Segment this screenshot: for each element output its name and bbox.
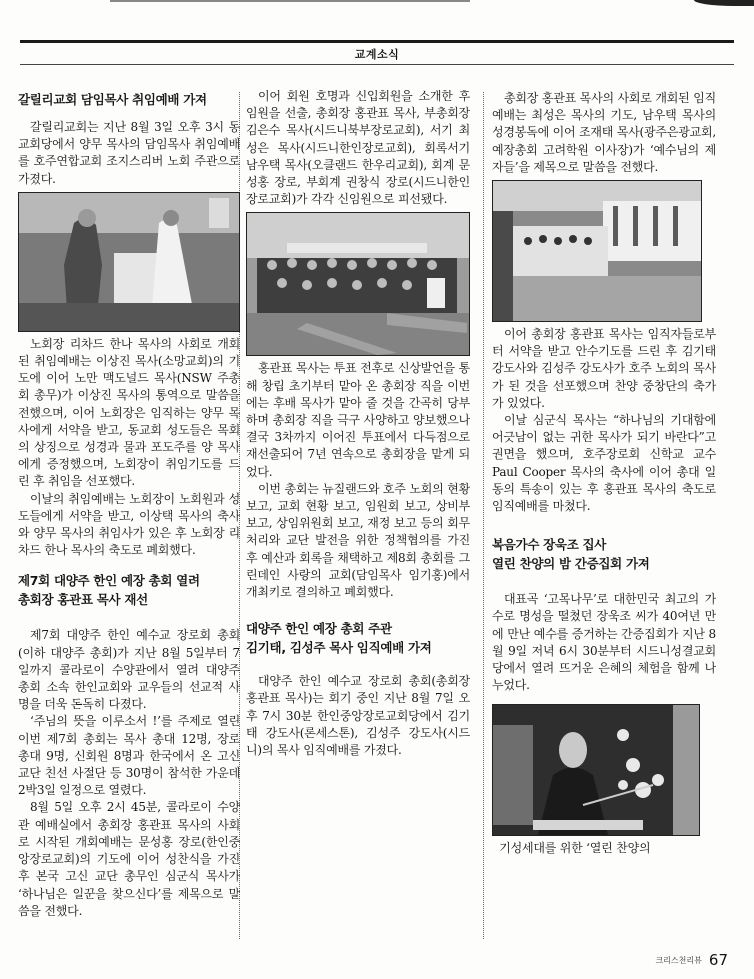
article-paragraph: 8월 5일 오후 2시 45분, 콜라로이 수양관 예배실에서 총회장 홍관표 목사의 사회로 시작된 개회예배는 문성홍 장로(한인중앙장로교회)의 기도에 이어 성찬식을 가진 후 본국 고신 교단 총무인 심군식 목사가 ‘하나님은 일꾼을 찾으신다’를 제목으로 말씀을 전했다. (18, 800, 240, 918)
article-paragraph: 홍관표 목사는 투표 전후로 신상발언을 통해 창립 초기부터 맡아 온 총회장 직을 이번에는 후배 목사가 맡아 줄 것을 간곡히 당부하며 총회장 직을 극구 사양하고 양보했으나 결국 3차까지 이어진 투표에서 다득점으로 재선출되어 7년 연속으로 총회장을 맡게 되었다. (246, 361, 470, 479)
article-paragraph: 제7회 대양주 한인 예수교 장로회 총회(이하 대양주 총회)가 지난 8월 5일부터 7일까지 콜라로이 수양관에서 열려 대양주 총회 소속 한인교회와 교우들의 선교적 사명을 더욱 돈독히 다졌다. (18, 628, 240, 712)
header-rule-top (20, 40, 734, 43)
column-1 (18, 90, 240, 949)
article-paragraph: 총회장 홍관표 목사의 사회로 개회된 임직예배는 최성은 목사의 기도, 남우택 목사의 성경봉독에 이어 조재태 목사(광주은광교회, 예장총회 고려학원 이사장)가 ‘예수님의 제자들’을 제목으로 말씀을 전했다. (492, 91, 716, 174)
article-paragraph: 갈릴리교회는 지난 8월 3일 오후 3시 동교회당에서 양무 목사의 담임목사 취임예배를 호주연합교회 조지스리버 노회 주관으로 가졌다. (18, 120, 240, 186)
article-paragraph: 기성세대를 위한 ‘열린 찬양의 (499, 841, 651, 856)
article-paragraph: 이날 심군식 목사는 “하나님의 기대함에 어긋남이 없는 귀한 목사가 되기 바란다”고 권면을 했으며, 호주장로회 신학교 교수 Paul Cooper 목사의 축사에 이어 총대 일동의 특송이 있는 후 홍관표 목사의 축도로 임직예배를 마쳤다. (492, 413, 716, 514)
scan-artifact (110, 0, 470, 2)
headline-line: 대양주 한인 예장 총회 주관 (246, 621, 392, 637)
general-assembly-group-photo (246, 212, 470, 356)
headline-line: 열린 찬양의 밤 간증집회 가져 (492, 556, 650, 572)
article-headline (246, 619, 470, 657)
scan-artifact (694, 0, 754, 6)
article-paragraph: 대표곡 ‘고목나무’로 대한민국 최고의 가수로 명성을 떨쳤던 장욱조 씨가 40여년 만에 만난 예수를 증거하는 간증집회가 지난 8월 9일 저녁 6시 30분부터 시드니성결교회당에서 열려 뜨거운 은혜의 체험을 함께 나누었다. (492, 592, 716, 693)
section-label: 교계소식 (354, 48, 400, 61)
header-rule-bottom (20, 64, 734, 65)
magazine-name: 크리스천리뷰 (655, 955, 702, 965)
page-footer (655, 950, 728, 970)
column-2 (246, 90, 470, 949)
headline-line: 복음가수 장욱조 집사 (492, 537, 607, 553)
article-paragraph: 대양주 한인 예수교 장로회 총회(총회장 홍관표 목사)는 회기 중인 지난 8월 7일 오후 7시 30분 한인중앙장로교회당에서 김기태 강도사(론세스톤), 김성주 강도사(시드니)의 목사 임직예배를 가졌다. (246, 674, 470, 758)
article-paragraph: ‘주님의 뜻을 이루소서 !’를 주제로 열린 이번 제7회 총회는 목사 총대 12명, 장로 총대 9명, 신회원 8명과 한국에서 온 고신 교단 친선 사절단 등 30명이 참석한 가운데 2박3일 일정으로 열렸다. (18, 714, 240, 798)
ordination-service-photo (492, 180, 702, 322)
column-divider (483, 92, 484, 939)
column-3 (492, 90, 716, 949)
article-paragraph: 노회장 리차드 한나 목사의 사회로 개회된 취임예배는 이상진 목사(소망교회)의 기도에 이어 노만 맥도널드 목사(NSW 주총회 총무)가 이상진 목사의 통역으로 말씀을 전했으며, 이어 노회장은 임직하는 양무 목사에게 서약을 받고, 동교회 성도들은 목회의 상징으로 성경과 물과 포도주를 양 목사에게 증정했으며, 노회장이 취임기도를 드린 후 취임을 선포했다. (18, 336, 240, 489)
article-paragraph: 이날의 취임예배는 노회장이 노회원과 성도들에게 서약을 받고, 이상택 목사의 축사와 양무 목사의 취임사가 있은 후 노회장 리차드 한나 목사의 축도로 폐회했다. (18, 491, 240, 558)
headline-line: 제7회 대양주 한인 예장 총회 열려 (18, 573, 200, 589)
article-headline (492, 535, 716, 573)
page-number: 67 (708, 951, 728, 969)
headline-line: 총회장 홍관표 목사 재선 (18, 592, 148, 608)
article-paragraph: 이어 회원 호명과 신입회원을 소개한 후 임원을 선출, 총회장 홍관표 목사, 부총회장 김은수 목사(시드니북부장로교회), 서기 최성은 목사(시드니한인장로교회), 회록서기 남우택 목사(오클랜드 한우리교회), 회계 문성홍 장로, 부회계 권창식 장로(시드니한인장로교회)가 각각 신임원으로 피선됐다. (246, 90, 470, 207)
article-headline: 갈릴리교회 담임목사 취임예배 가져 (18, 92, 207, 107)
installation-service-photo (18, 192, 240, 332)
article-paragraph: 이어 총회장 홍관표 목사는 임직자들로부터 서약을 받고 안수기도를 드린 후 김기태 강도사와 김성주 강도사가 호주 노회의 목사가 된 것을 선포했으며 찬양 중창단의 축가가 있었다. (492, 327, 716, 410)
singer-at-pulpit-photo (492, 704, 700, 836)
article-headline (18, 571, 240, 609)
headline-line: 김기태, 김성주 목사 임직예배 가져 (246, 640, 432, 656)
article-paragraph: 이번 총회는 뉴질랜드와 호주 노회의 현황 보고, 교회 현황 보고, 임원회 보고, 상비부 보고, 상임위원회 보고, 재정 보고 등의 회무처리와 교단 발전을 위한 정책협의를 가진 후 예산과 회록을 채택하고 제8회 총회를 그린데인 사랑의 교회(담임목사 임기홍)에서 개최키로 결의하고 폐회했다. (246, 481, 470, 600)
